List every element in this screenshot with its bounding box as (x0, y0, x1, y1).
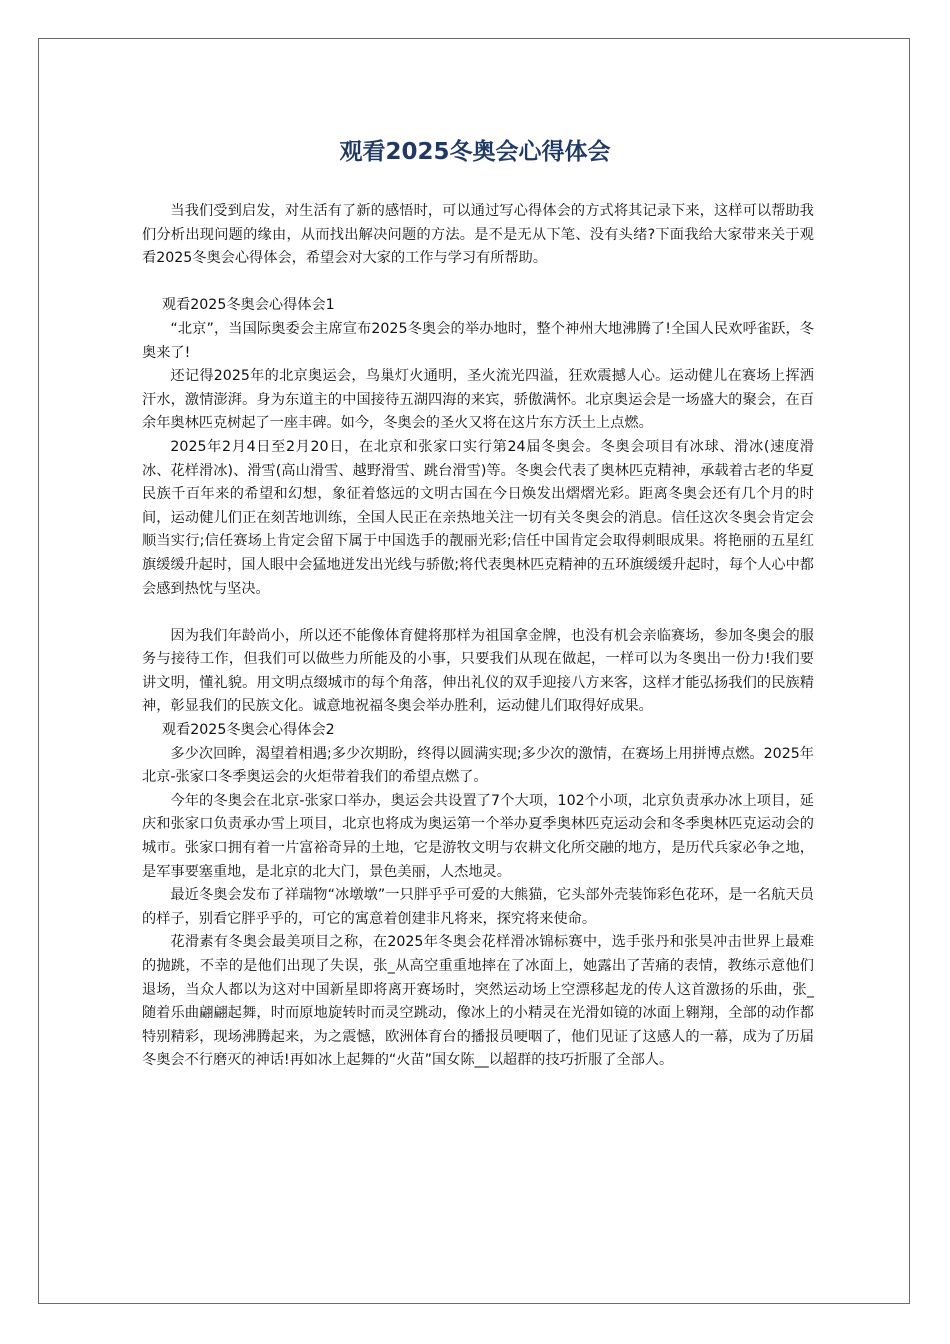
section-1-heading: 观看2025冬奥会心得体会1 (161, 297, 335, 314)
section-1-paragraph: 还记得2025年的北京奥运会，鸟巢灯火通明，圣火流光四溢，狂欢震撼人心。运动健儿在赛场上挥洒汗水，激情澎湃。身为东道主的中国接待五湖四海的来宾，骄傲满怀。北京奥运会是一场盛大的聚会，在百余年奥林匹克树起了一座丰碑。如今，冬奥会的圣火又将在这片东方沃土上点燃。 (142, 368, 814, 432)
document-title: 观看2025冬奥会心得体会 (339, 139, 611, 165)
paragraph-gap (142, 271, 814, 295)
section-2-heading: 观看2025冬奥会心得体会2 (161, 722, 335, 739)
paragraph-gap (142, 601, 814, 625)
section-1-paragraph: 因为我们年龄尚小，所以还不能像体育健将那样为祖国拿金牌，也没有机会亲临赛场，参加冬奥会的服务与接待工作，但我们可以做些力所能及的小事，只要我们从现在做起，一样可以为冬奥出一份力!我们要讲文明，懂礼貌。用文明点缀城市的每个角落，伸出礼仪的双手迎接八方来客，这样才能弘扬我们的民族精神，彰显我们的民族文化。诚意地祝福冬奥会举办胜利，运动健儿们取得好成果。 (142, 627, 814, 715)
intro-paragraph: 当我们受到启发，对生活有了新的感悟时，可以通过写心得体会的方式将其记录下来，这样可以帮助我们分析出现问题的缘由，从而找出解决问题的方法。是不是无从下笔、没有头绪?下面我给大家带来关于观看2025冬奥会心得体会，希望会对大家的工作与学习有所帮助。 (142, 203, 814, 267)
section-2-paragraph: 多少次回眸，渴望着相遇;多少次期盼，终得以圆满实现;多少次的激情，在赛场上用拼博点燃。2025年北京-张家口冬季奥运会的火炬带着我们的希望点燃了。 (142, 745, 814, 786)
section-1-paragraph: 2025年2月4日至2月20日，在北京和张家口实行第24届冬奥会。冬奥会项目有冰球、滑冰(速度滑冰、花样滑冰)、滑雪(高山滑雪、越野滑雪、跳台滑雪)等。冬奥会代表了奥林匹克精神，承载着古老的华夏民族千百年来的希望和幻想，象征着悠远的文明古国在今日焕发出熠熠光彩。距离冬奥会还有几个月的时间，运动健儿们正在刻苦地训练，全国人民正在亲热地关注一切有关冬奥会的消息。信任这次冬奥会肯定会顺当实行;信任赛场上肯定会留下属于中国选手的靓丽光彩;信任中国肯定会取得刺眼成果。将艳丽的五星红旗缓缓升起时，国人眼中会猛地迸发出光线与骄傲;将代表奥林匹克精神的五环旗缓缓升起时，每个人心中都会感到热忱与坚决。 (142, 438, 814, 597)
section-1-paragraph: “北京”，当国际奥委会主席宣布2025冬奥会的举办地时，整个神州大地沸腾了!全国人民欢呼雀跃，冬奥来了! (142, 320, 814, 361)
section-2-paragraph: 花滑素有冬奥会最美项目之称，在2025年冬奥会花样滑冰锦标赛中，选手张丹和张昊冲击世界上最难的抛跳，不幸的是他们出现了失误，张_从高空重重地摔在了冰面上，她露出了苦痛的表情，教练示意他们退场，当众人都以为这对中国新星即将离开赛场时，突然运动场上空漂移起龙的传人这首激扬的乐曲，张_随着乐曲翩翩起舞，时而原地旋转时而灵空跳动，像冰上的小精灵在光滑如镜的冰面上翱翔，全部的动作都特别精彩，现场沸腾起来，为之震憾，欧洲体育台的播报员哽咽了，他们见证了这感人的一幕，成为了历届冬奥会不行磨灭的神话!再如冰上起舞的“火苗”国女陈__以超群的技巧折服了全部人。 (142, 934, 814, 1069)
section-2-paragraph: 最近冬奥会发布了祥瑞物“冰墩墩”一只胖乎乎可爱的大熊猫，它头部外壳装饰彩色花环，是一名航天员的样子，别看它胖乎乎的，可它的寓意着创建非凡将来，探究将来使命。 (142, 887, 814, 927)
document-body (142, 200, 814, 1073)
section-2-paragraph: 今年的冬奥会在北京-张家口举办，奥运会共设置了7个大项，102个小项，北京负责承办冰上项目，延庆和张家口负责承办雪上项目，北京也将成为奥运第一个举办夏季奥林匹克运动会和冬季奥林匹克运动会的城市。张家口拥有着一片富裕奇异的土地，它是游牧文明与农耕文化所交融的地方，是历代兵家必争之地，是军事要塞重地，是北京的北大门，景色美丽，人杰地灵。 (142, 792, 814, 880)
